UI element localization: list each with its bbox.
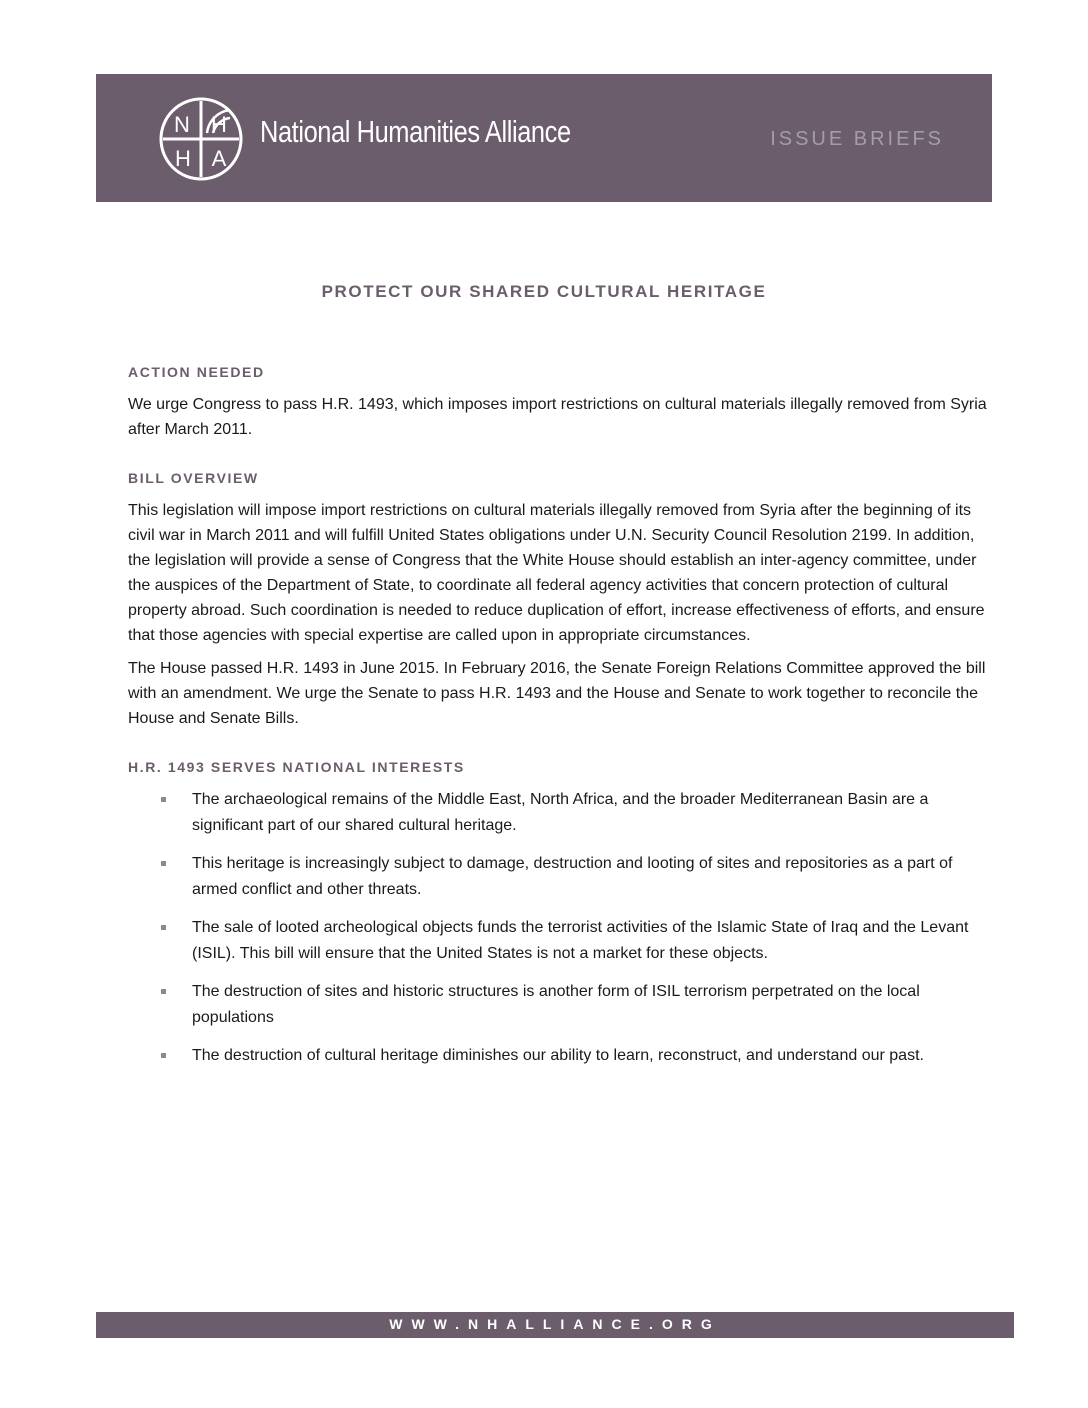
list-item — [128, 787, 998, 839]
section-heading: BILL OVERVIEW — [128, 470, 259, 486]
list-item-text: The destruction of cultural heritage diminishes our ability to learn, reconstruct, and understand our past. — [192, 1047, 924, 1064]
bullet-square-icon — [161, 861, 166, 866]
issue-briefs-label: ISSUE BRIEFS — [770, 128, 944, 150]
section-national-interests — [128, 757, 998, 1069]
section-bill-overview — [128, 468, 998, 731]
list-item-text: This heritage is increasingly subject to damage, destruction and looting of sites and repositories as a part of armed conflict and other threats. — [192, 855, 953, 898]
bullet-square-icon — [161, 1053, 166, 1058]
logo-letter-a: A — [211, 146, 227, 171]
paragraph: This legislation will impose import restrictions on cultural materials illegally removed from Syria after the beginning of its civil war in March 2011 and will fulfill United States obligations under U.N. Security Council Resolution 2199. In addition, the legislation will provide a sense of Congress that the White House should establish an inter-agency committee, under the auspices of the Department of State, to coordinate all federal agency activities that concern protection of cultural property abroad. Such coordination is needed to reduce duplication of effort, increase effectiveness of efforts, and ensure that those agencies with special expertise are called upon in appropriate circumstances. — [128, 502, 985, 644]
bullet-square-icon — [161, 797, 166, 802]
logo-letter-h: H — [175, 146, 191, 171]
header-banner — [96, 74, 992, 202]
logo-letter-h-top: H — [211, 112, 227, 137]
list-item — [128, 851, 998, 903]
list-item-text: The sale of looted archeological objects funds the terrorist activities of the Islamic State of Iraq and the Levant (ISIL). This bill will ensure that the United States is not a market for these objects. — [192, 919, 969, 962]
list-item — [128, 915, 998, 967]
document-body — [128, 362, 998, 1095]
bullet-square-icon — [161, 989, 166, 994]
list-item-text: The destruction of sites and historic structures is another form of ISIL terrorism perpetrated on the local populations — [192, 983, 920, 1026]
bullet-list — [128, 787, 998, 1069]
list-item-text: The archaeological remains of the Middle East, North Africa, and the broader Mediterranean Basin are a significant part of our shared cultural heritage. — [192, 791, 929, 834]
paragraph: The House passed H.R. 1493 in June 2015. In February 2016, the Senate Foreign Relations Committee approved the bill with an amendment. We urge the Senate to pass H.R. 1493 and the House and Senate to work together to reconcile the House and Senate Bills. — [128, 660, 986, 727]
footer-website-url: WWW.NHALLIANCE.ORG — [389, 1316, 721, 1332]
paragraph: We urge Congress to pass H.R. 1493, which imposes import restrictions on cultural materials illegally removed from Syria after March 2011. — [128, 396, 987, 438]
logo-letter-n: N — [174, 112, 190, 137]
document-title: PROTECT OUR SHARED CULTURAL HERITAGE — [321, 282, 767, 301]
list-item — [128, 1043, 998, 1069]
nha-logo-icon — [158, 96, 244, 182]
section-action-needed — [128, 362, 998, 442]
section-heading: ACTION NEEDED — [128, 364, 265, 380]
bullet-square-icon — [161, 925, 166, 930]
list-item — [128, 979, 998, 1031]
section-heading: H.R. 1493 SERVES NATIONAL INTERESTS — [128, 759, 465, 775]
org-name: National Humanities Alliance — [260, 114, 571, 149]
footer-bar — [96, 1312, 1014, 1338]
